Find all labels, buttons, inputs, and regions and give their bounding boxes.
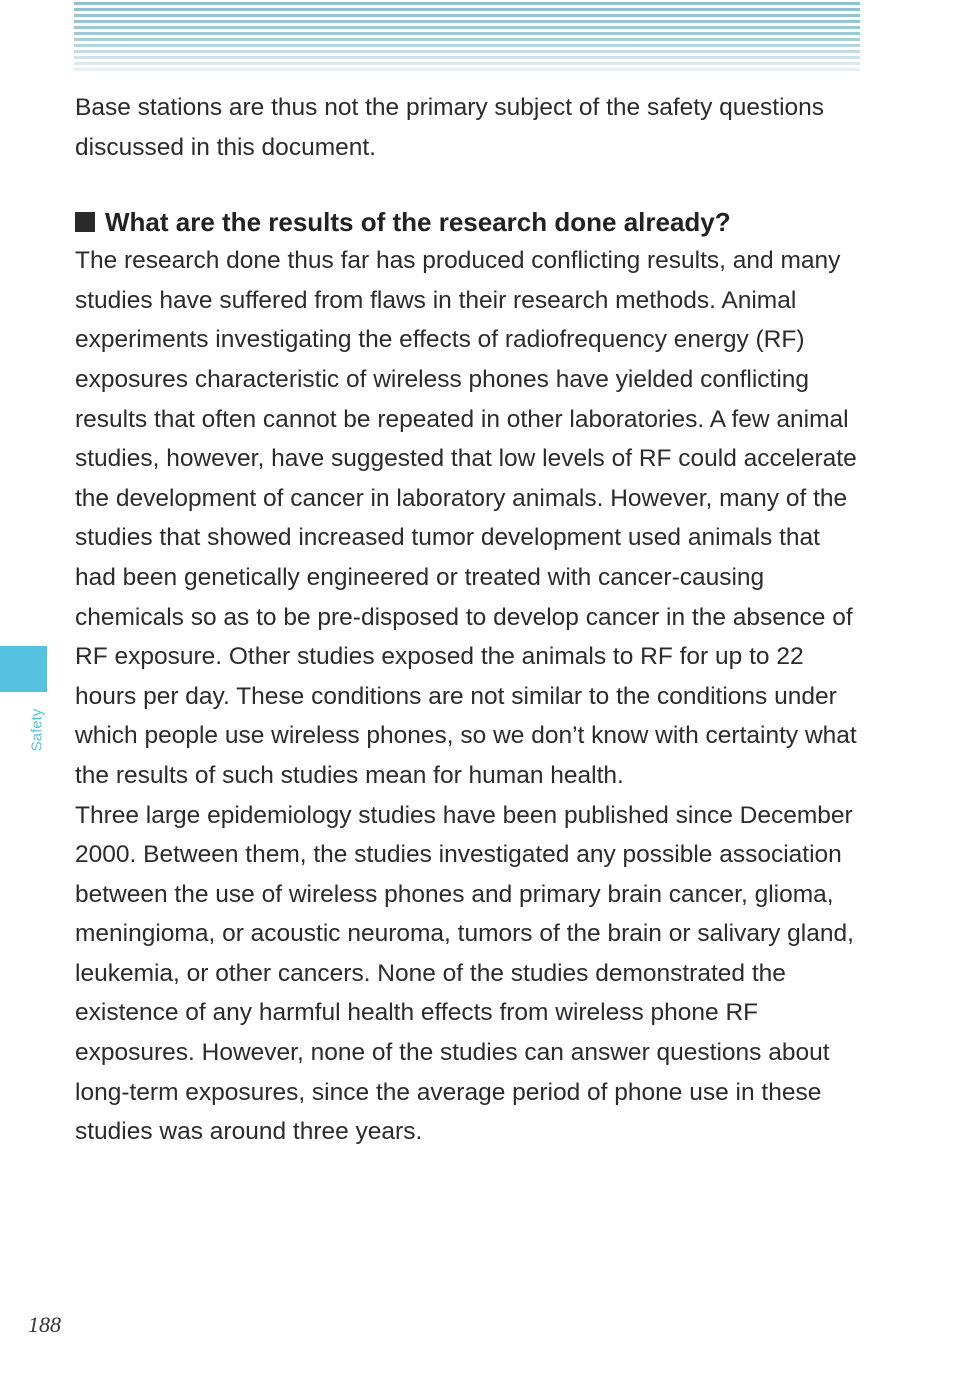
- header-decoration: [74, 2, 860, 74]
- document-body: [75, 88, 865, 1152]
- research-paragraph-1: The research done thus far has produced conflicting results, and many studies have suffered from flaws in their research methods. Animal experiments investigating the effects of radiofrequency energy (RF) exposures characteristic of wireless phones have yielded conflicting results that often cannot be repeated in other laboratories. A few animal studies, however, have suggested that low levels of RF could accelerate the development of cancer in laboratory animals. However, many of the studies that showed increased tumor development used animals that had been genetically engineered or treated with cancer-causing chemicals so as to be pre-disposed to develop cancer in the absence of RF exposure. Other studies exposed the animals to RF for up to 22 hours per day. These conditions are not similar to the conditions under which people use wireless phones, so we don’t know with certainty what the results of such studies mean for human health.: [75, 247, 857, 789]
- section-heading: [75, 203, 865, 241]
- page-number: 188: [28, 1312, 61, 1337]
- intro-paragraph: Base stations are thus not the primary subject of the safety questions discussed in this document.: [75, 94, 825, 161]
- section-tab-marker: [0, 646, 47, 692]
- research-paragraph-2: Three large epidemiology studies have been published since December 2000. Between them, the studies investigated any possible association between the use of wireless phones and primary brain cancer, glioma, meningioma, or acoustic neuroma, tumors of the brain or salivary gland, leukemia, or other cancers. None of the studies demonstrated the existence of any harmful health effects from wireless phone RF exposures. However, none of the studies can answer questions about long-term exposures, since the average period of phone use in these studies was around three years.: [75, 801, 854, 1146]
- section-tab-label: Safety: [28, 708, 46, 752]
- square-bullet-icon: [75, 212, 95, 232]
- section-heading-text: What are the results of the research done already?: [105, 207, 731, 238]
